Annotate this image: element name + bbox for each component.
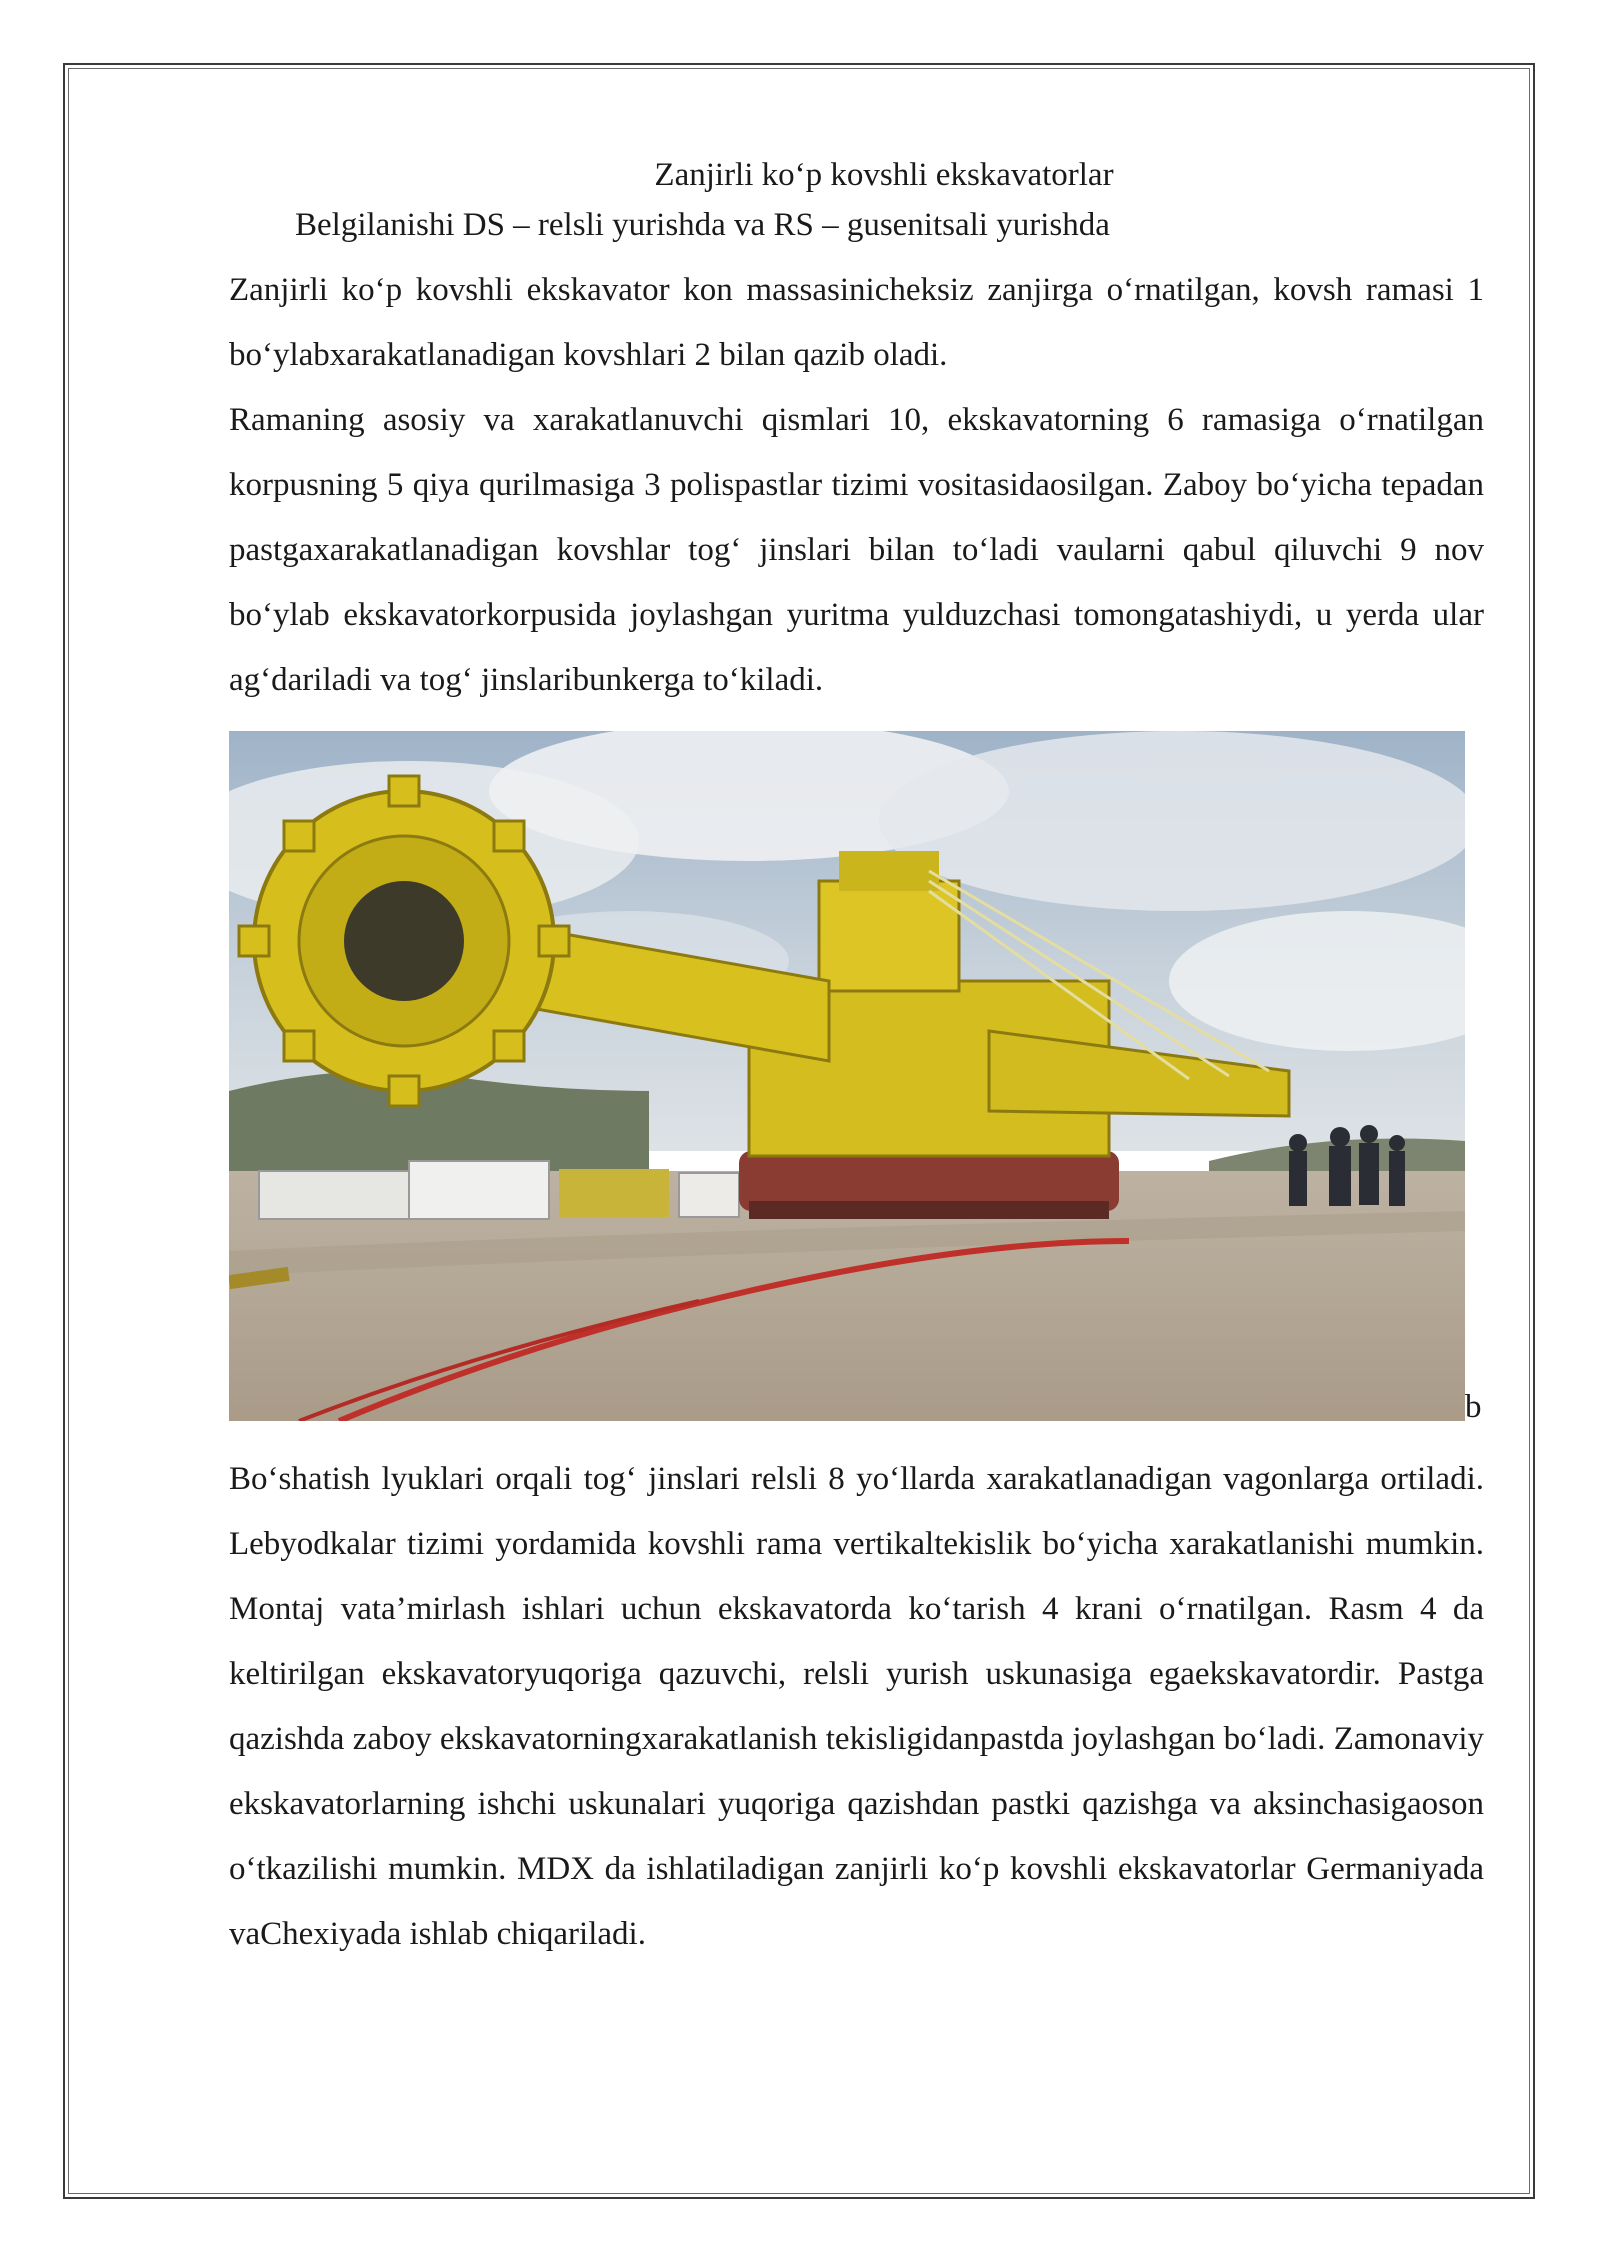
figure-label: b — [1465, 1389, 1482, 1425]
paragraph-frame-description: Ramaning asosiy va xarakatlanuvchi qismlari 10, ekskavatorning 6 ramasiga o‘rnatilgan korpusning 5 qiya qurilmasiga 3 polispastlar tizimi vositasidaosilgan. Zaboy bo‘yicha tepadan pastgaxarakatlanadigan kovshlar tog‘ jinslari bilan to‘ladi vaularni qabul qiluvchi 9 nov bo‘ylab ekskavatorkorpusida joylashgan yuritma yulduzchasi tomongatashiydi, u yerda ular ag‘dariladi va tog‘ jinslaribunkerga to‘kiladi. — [229, 402, 1484, 698]
figure — [229, 731, 1484, 1425]
document-body — [229, 150, 1484, 1967]
document-title: Zanjirli ko‘p kovshli ekskavatorlar — [654, 157, 1114, 193]
document-subtitle: Belgilanishi DS – relsli yurishda va RS – gusenitsali yurishda — [295, 207, 1110, 243]
excavator-photo — [229, 731, 1465, 1421]
paragraph-intro: Zanjirli ko‘p kovshli ekskavator kon massasinicheksiz zanjirga o‘rnatilgan, kovsh ramasi 1 bo‘ylabxarakatlanadigan kovshlari 2 bilan qazib oladi. — [229, 272, 1484, 373]
paragraph-unloading: Bo‘shatish lyuklari orqali tog‘ jinslari relsli 8 yo‘llarda xarakatlanadigan vagonlarga ortiladi. Lebyodkalar tizimi yordamida kovshli rama vertikaltekislik bo‘yicha xarakatlanishi mumkin. Montaj vata’mirlash ishlari uchun ekskavatorda ko‘tarish 4 krani o‘rnatilgan. Rasm 4 da keltirilgan ekskavatoryuqoriga qazuvchi, relsli yurish uskunasiga egaekskavatordir. Pastga qazishda zaboy ekskavatorningxarakatlanish tekisligidanpastda joylashgan bo‘ladi. Zamonaviy ekskavatorlarning ishchi uskunalari yuqoriga qazishdan pastki qazishga va aksinchasigaoson o‘tkazilishi mumkin. MDX da ishlatiladigan zanjirli ko‘p kovshli ekskavatorlar Germaniyada vaChexiyada ishlab chiqariladi. — [229, 1461, 1484, 1952]
